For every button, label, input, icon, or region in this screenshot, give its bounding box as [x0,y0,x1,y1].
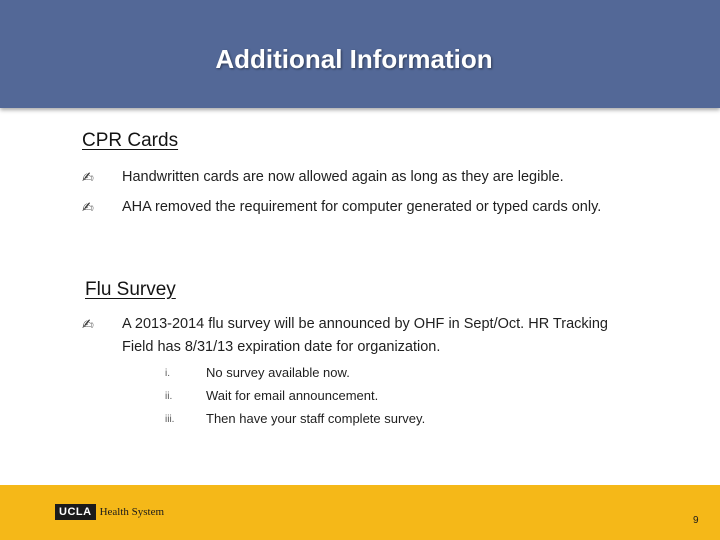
section-heading-flu-survey: Flu Survey [85,279,176,300]
sub-list-number: iii. [165,414,175,425]
section-heading-cpr-cards: CPR Cards [82,130,179,151]
sub-list-text: Wait for email announcement. [206,388,379,403]
footer-bar [0,485,720,540]
ucla-health-logo [55,504,164,520]
sub-list-text: No survey available now. [206,365,350,380]
writing-hand-icon: ✍ [82,169,94,185]
sub-list-number: i. [165,368,170,379]
writing-hand-icon: ✍ [82,199,94,215]
bullet-text: Handwritten cards are now allowed again as long as they are legible. [122,169,564,185]
logo-ucla-mark: UCLA [55,504,96,520]
logo-wordmark: Health System [99,506,165,518]
page-number: 9 [693,515,699,526]
bullet-text: AHA removed the requirement for computer generated or typed cards only. [122,199,602,215]
sub-list-number: ii. [165,391,173,402]
sub-list-text: Then have your staff complete survey. [206,411,426,426]
title-banner [0,0,720,108]
bullet-text: A 2013-2014 flu survey will be announced by OHF in Sept/Oct. HR Tracking Field has 8/31/13 expiration date for organization. [122,316,608,355]
slide-title: Additional Information [215,44,493,74]
writing-hand-icon: ✍ [82,316,94,332]
